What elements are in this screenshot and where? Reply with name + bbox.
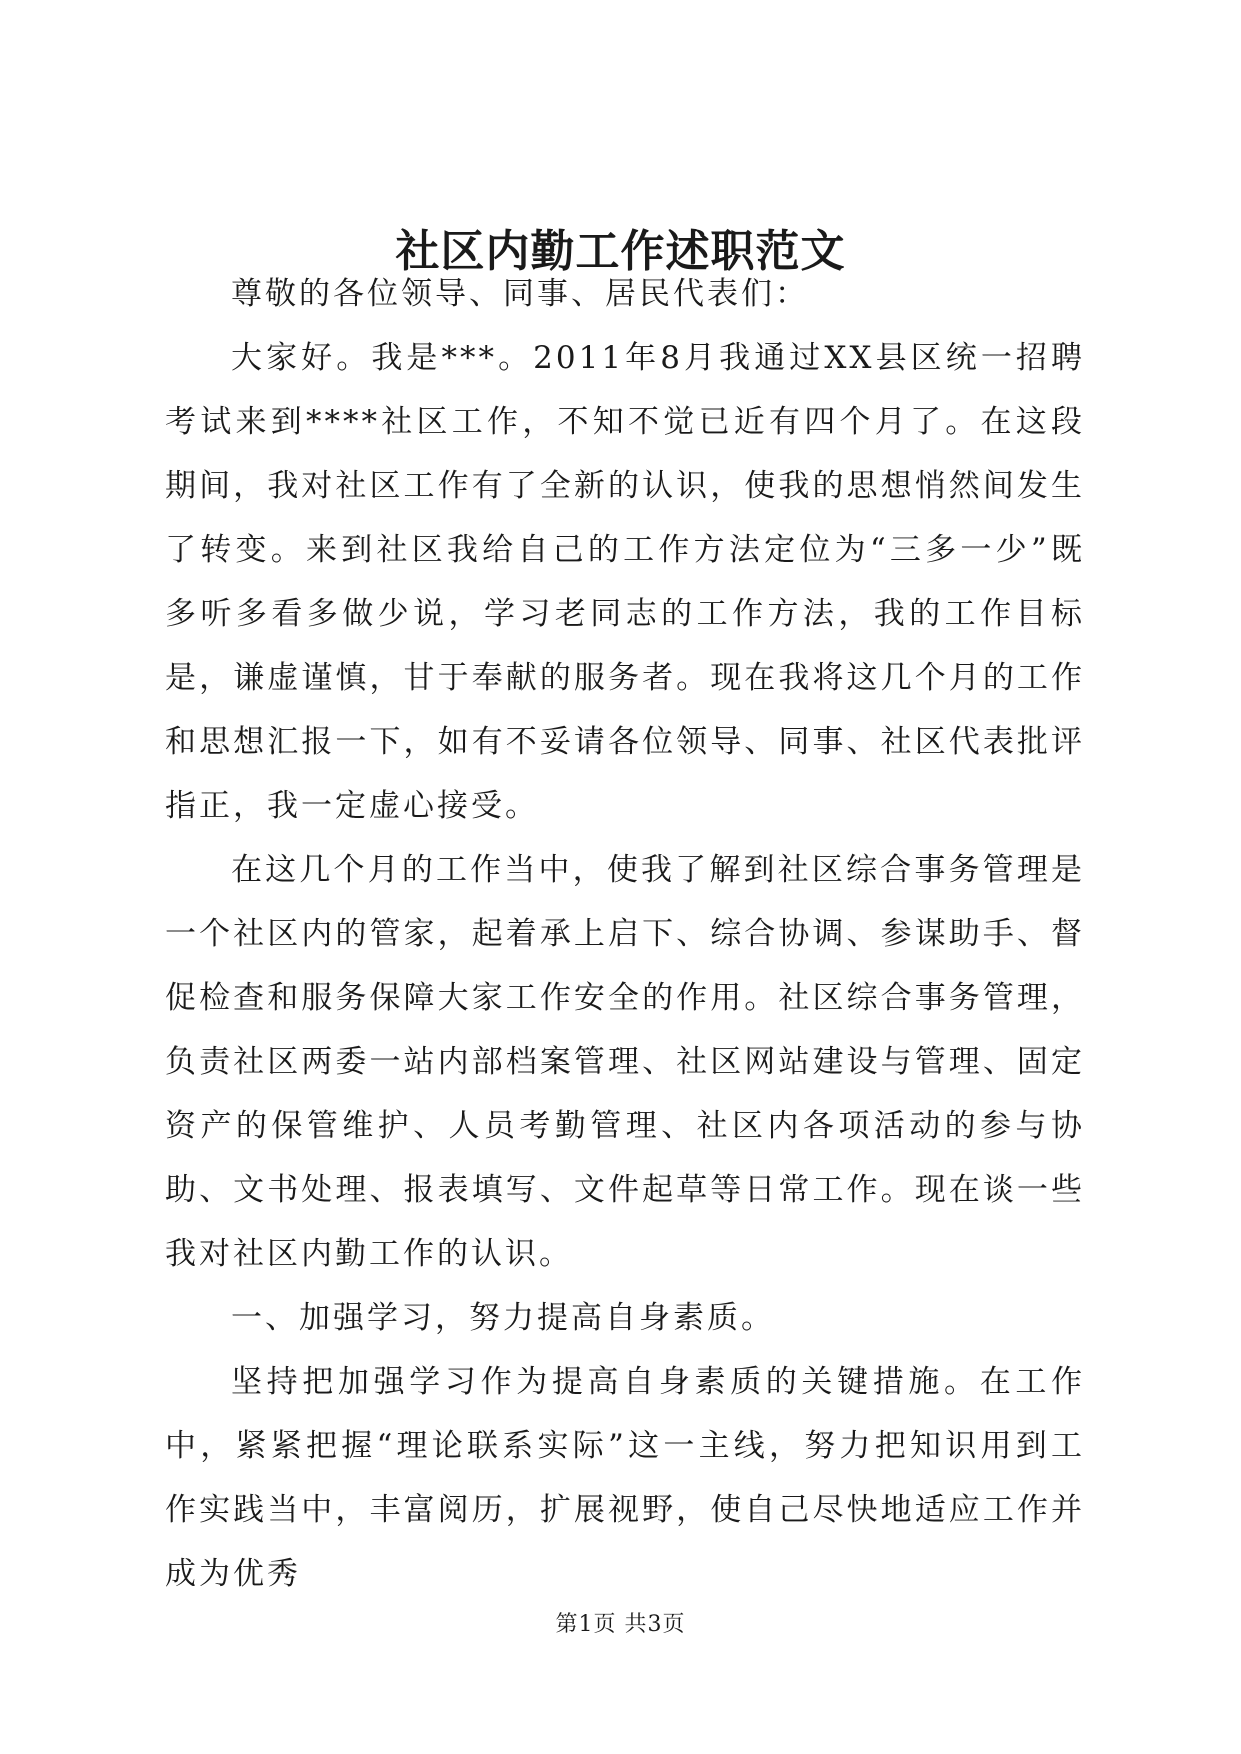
document-body bbox=[165, 262, 1085, 1606]
document-title: 社区内勤工作述职范文 bbox=[395, 226, 846, 277]
study-paragraph: 坚持把加强学习作为提高自身素质的关键措施。在工作中，紧紧把握“理论联系实际”这一主线，努力把知识用到工作实践当中，丰富阅历，扩展视野，使自己尽快地适应工作并成为优秀 bbox=[165, 1364, 1085, 1592]
section-heading-1: 一、加强学习，努力提高自身素质。 bbox=[231, 1300, 775, 1336]
salutation-paragraph: 尊敬的各位领导、同事、居民代表们： bbox=[231, 276, 809, 312]
intro-paragraph: 大家好。我是***。2011年8月我通过XX县区统一招聘考试来到****社区工作，不知不觉已近有四个月了。在这段期间，我对社区工作有了全新的认识，使我的思想悄然间发生了转变。来到社区我给自己的工作方法定位为“三多一少”既多听多看多做少说，学习老同志的工作方法，我的工作目标是，谦虚谨慎，甘于奉献的服务者。现在我将这几个月的工作和思想汇报一下，如有不妥请各位领导、同事、社区代表批评指正，我一定虚心接受。 bbox=[165, 340, 1085, 824]
duties-paragraph: 在这几个月的工作当中，使我了解到社区综合事务管理是一个社区内的管家，起着承上启下、综合协调、参谋助手、督促检查和服务保障大家工作安全的作用。社区综合事务管理，负责社区两委一站内部档案管理、社区网站建设与管理、固定资产的保管维护、人员考勤管理、社区内各项活动的参与协助、文书处理、报表填写、文件起草等日常工作。现在谈一些我对社区内勤工作的认识。 bbox=[165, 852, 1085, 1272]
page-footer: 第1页 共3页 bbox=[555, 1612, 686, 1637]
